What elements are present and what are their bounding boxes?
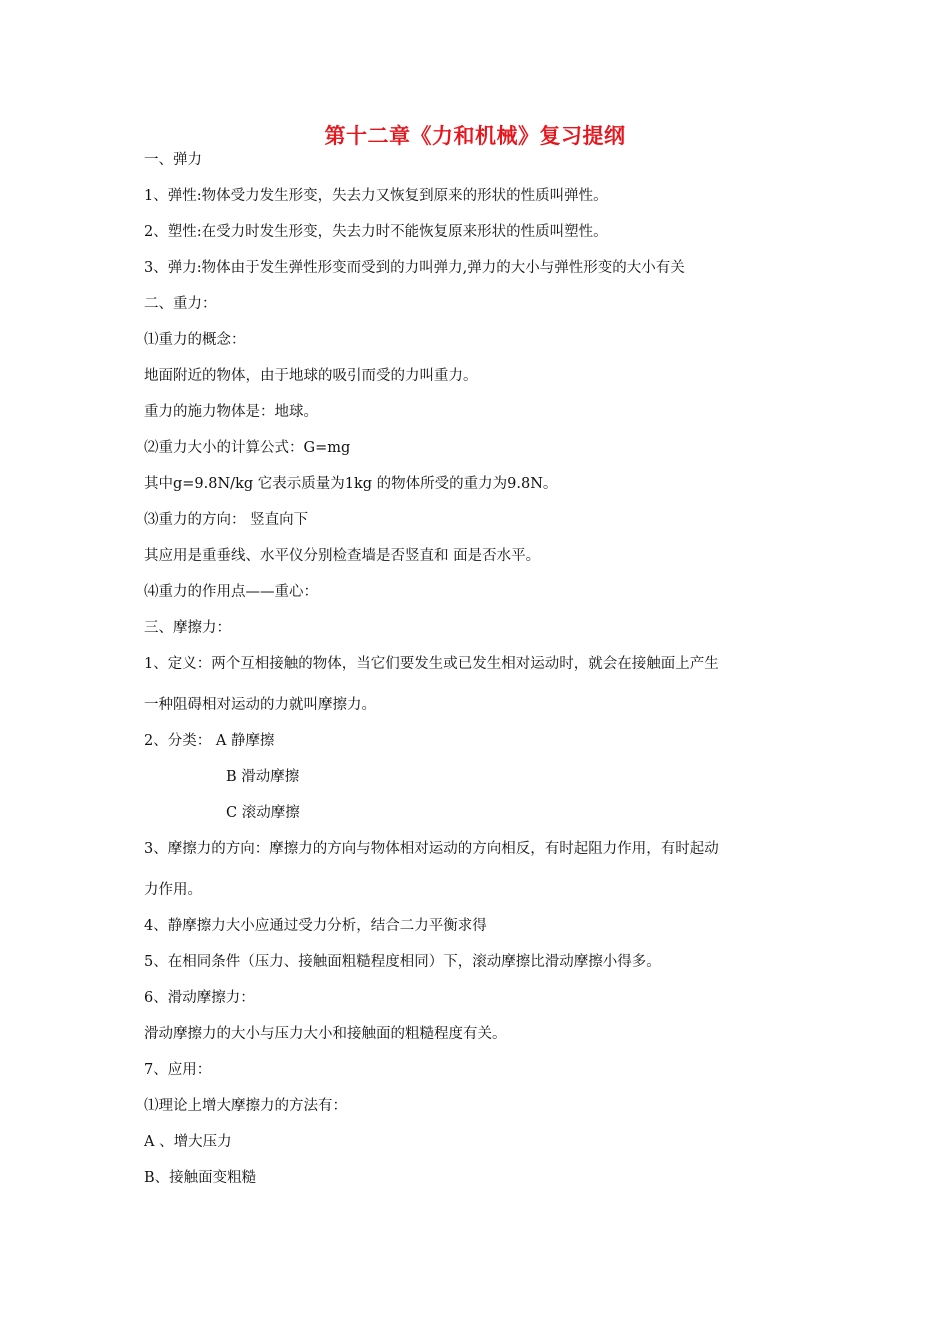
text-line: 滑动摩擦力的大小与压力大小和接触面的粗糙程度有关。 bbox=[144, 1026, 507, 1042]
text-line: ⑵重力大小的计算公式：G=mg bbox=[144, 440, 351, 456]
text-line: 2、分类： A 静摩擦 bbox=[144, 733, 275, 749]
text-line: ⑴理论上增大摩擦力的方法有： bbox=[144, 1098, 347, 1114]
text-line: 其中g=9.8N/kg 它表示质量为1kg 的物体所受的重力为9.8N。 bbox=[144, 476, 558, 492]
heading-elastic-force: 一、弹力 bbox=[144, 152, 202, 168]
text-line: 力作用。 bbox=[144, 882, 202, 898]
text-line: A 、增大压力 bbox=[144, 1134, 232, 1150]
text-line: 1、弹性:物体受力发生形变，失去力又恢复到原来的形状的性质叫弹性。 bbox=[144, 188, 608, 204]
text-line: ⑶重力的方向： 竖直向下 bbox=[144, 512, 309, 528]
text-line: 地面附近的物体，由于地球的吸引而受的力叫重力。 bbox=[144, 368, 478, 384]
text-line: 其应用是重垂线、水平仪分别检查墙是否竖直和 面是否水平。 bbox=[144, 548, 541, 564]
text-line: 6、滑动摩擦力： bbox=[144, 990, 255, 1006]
text-line: ⑴重力的概念： bbox=[144, 332, 246, 348]
text-line: 重力的施力物体是：地球。 bbox=[144, 404, 318, 420]
text-line: C 滚动摩擦 bbox=[226, 805, 300, 821]
text-line: B 滑动摩擦 bbox=[226, 769, 300, 785]
text-line: 3、摩擦力的方向：摩擦力的方向与物体相对运动的方向相反，有时起阻力作用，有时起动 bbox=[144, 841, 719, 857]
text-line: 5、在相同条件（压力、接触面粗糙程度相同）下，滚动摩擦比滑动摩擦小得多。 bbox=[144, 954, 661, 970]
text-line: 一种阻碍相对运动的力就叫摩擦力。 bbox=[144, 697, 376, 713]
heading-gravity: 二、重力： bbox=[144, 296, 217, 312]
heading-friction: 三、摩擦力： bbox=[144, 620, 231, 636]
text-line: ⑷重力的作用点——重心： bbox=[144, 584, 318, 600]
text-line: 7、应用： bbox=[144, 1062, 212, 1078]
document-title: 第十二章《力和机械》复习提纲 bbox=[324, 123, 626, 148]
text-line: 3、弹力:物体由于发生弹性形变而受到的力叫弹力,弹力的大小与弹性形变的大小有关 bbox=[144, 260, 685, 276]
text-line: 1、定义：两个互相接触的物体，当它们要发生或已发生相对运动时，就会在接触面上产生 bbox=[144, 656, 719, 672]
text-line: 4、静摩擦力大小应通过受力分析，结合二力平衡求得 bbox=[144, 918, 487, 934]
text-line: 2、塑性:在受力时发生形变，失去力时不能恢复原来形状的性质叫塑性。 bbox=[144, 224, 608, 240]
text-line: B、接触面变粗糙 bbox=[144, 1170, 257, 1186]
